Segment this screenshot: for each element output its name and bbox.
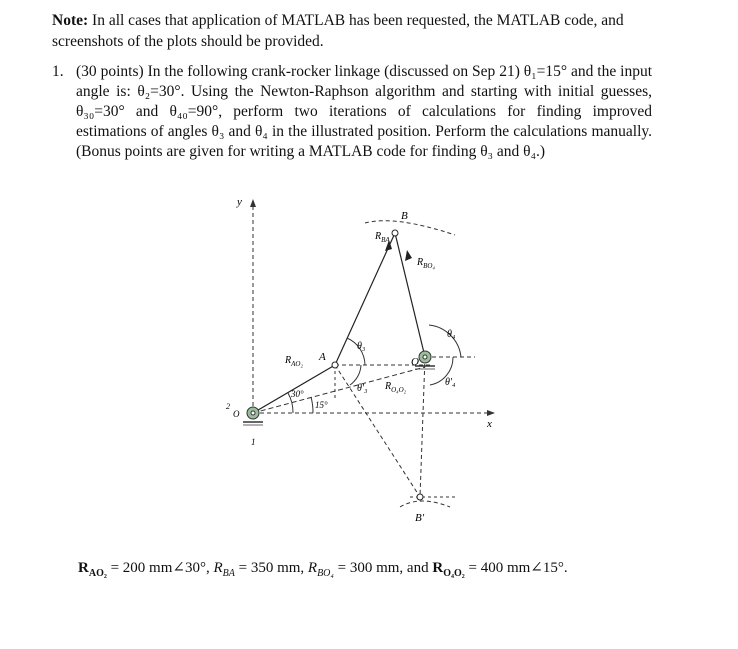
label-O2: O xyxy=(233,409,240,419)
y-axis-label: y xyxy=(237,196,242,208)
theta3-prime-arc xyxy=(350,365,361,385)
problem-number: 1. xyxy=(52,63,64,80)
joint-B xyxy=(392,230,398,236)
label-RAO2: $R_{AO_2}$ xyxy=(285,355,303,368)
rocker-link xyxy=(395,233,425,357)
r3-sub: BO₄ xyxy=(317,568,334,579)
linkage-diagram xyxy=(225,195,515,535)
given-values xyxy=(78,558,698,584)
ground-O2 xyxy=(243,407,263,425)
note-label: Note: xyxy=(52,12,89,29)
label-B: B xyxy=(401,210,408,222)
label-index-2: 2 xyxy=(226,402,230,411)
label-theta3-prime: θ'₃ xyxy=(357,383,368,394)
label-RO4O2: $R_{O_4O_2}$ xyxy=(385,381,407,394)
rocker-crossed xyxy=(420,357,425,497)
theta4-arc xyxy=(429,325,461,357)
problem-1 xyxy=(52,62,652,162)
label-theta3: θ₃ xyxy=(357,341,366,352)
r2-sub: BA xyxy=(222,568,235,579)
label-index-1: 1 xyxy=(251,437,256,447)
label-angle15: 15° xyxy=(315,400,328,410)
r3-label: R xyxy=(307,560,318,576)
r2-value: = 350 mm, xyxy=(238,560,308,576)
arc-B-prime xyxy=(400,501,450,507)
note-text: In all cases that application of MATLAB has been requested, the MATLAB code, and screenshots of the plots should be provided. xyxy=(52,12,624,50)
r4-sub: O₄O₂ xyxy=(443,568,465,579)
r1-value: = 200 mm∠30°, xyxy=(110,560,214,576)
r2-label: R xyxy=(213,560,223,576)
r4-label: R xyxy=(432,560,444,576)
r1-label: R xyxy=(78,560,89,576)
joint-B-prime xyxy=(417,494,423,500)
r4-value: = 400 mm∠15°. xyxy=(468,560,568,576)
x-axis-label: x xyxy=(487,418,492,430)
label-RBO4: $R_{BO_4}$ xyxy=(417,257,435,270)
label-B-prime: B' xyxy=(415,512,425,524)
r3-value: = 300 mm, and xyxy=(337,560,433,576)
x-axis-arrow xyxy=(487,410,495,416)
coupler-crossed xyxy=(335,365,420,497)
crank-rocker-figure xyxy=(225,195,515,535)
rbo4-arrow xyxy=(405,250,412,261)
y-axis-arrow xyxy=(250,199,256,207)
angle15-arc xyxy=(311,397,313,413)
label-angle30: 30° xyxy=(291,389,304,399)
r1-sub: AO₂ xyxy=(88,568,107,579)
joint-A xyxy=(332,362,338,368)
note-paragraph xyxy=(52,10,672,52)
label-O4: O xyxy=(411,356,419,368)
label-theta4-prime: θ'₄ xyxy=(445,377,456,388)
label-RBA: $R_{BA}$ xyxy=(375,231,390,244)
label-theta4: θ₄ xyxy=(447,329,456,340)
problem-text: (30 points) In the following crank-rocker linkage (discussed on Sep 21) θ₁=15° and the input angle is: θ₂=30°. Using the Newton-Raphson algorithm and starting with initial guesses, θ₃₀=30° and θ₄₀=90°, perform two iterations of calculations for finding improved estimations of angles θ₃ and θ₄ in the illustrated position. Perform the calculations manually. (Bonus points are given for writing a MATLAB code for finding θ₃ and θ₄.) xyxy=(76,63,652,160)
label-A: A xyxy=(319,351,326,363)
